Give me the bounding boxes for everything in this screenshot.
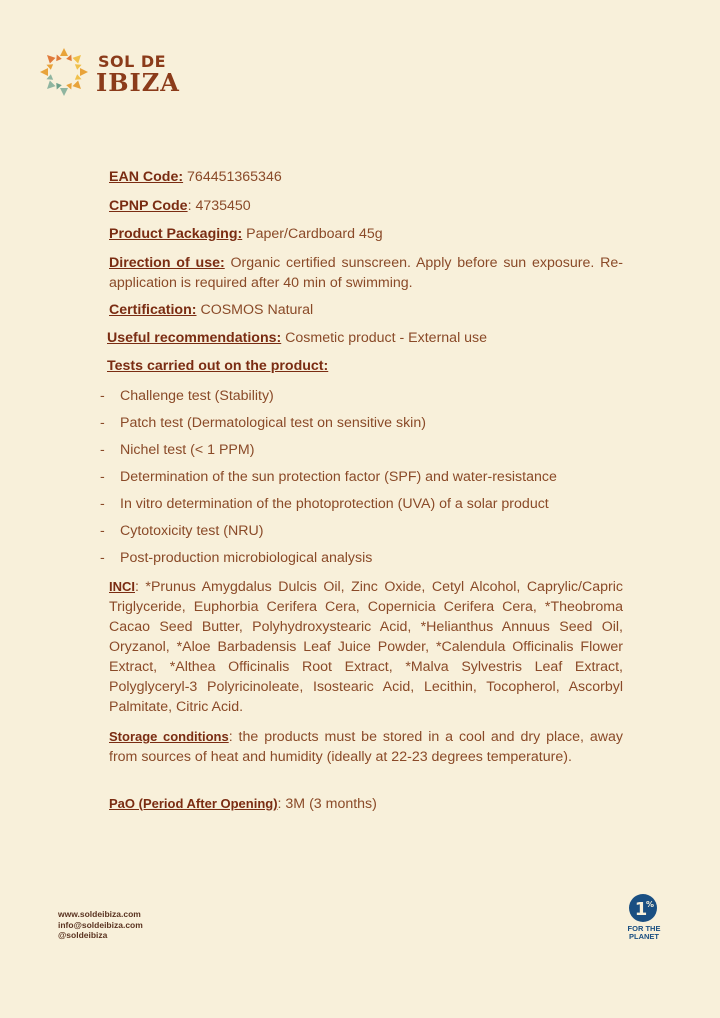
cpnp-label: CPNP Code — [109, 198, 188, 214]
bullet-dash: - — [100, 496, 105, 512]
tests-heading-row — [107, 357, 328, 377]
bullet-dash: - — [100, 550, 105, 566]
certification-value: COSMOS Natural — [196, 302, 314, 318]
storage-label: Storage conditions — [109, 729, 229, 744]
recommendations-value: Cosmetic product - External use — [281, 330, 488, 346]
test-item-label: Determination of the sun protection factor (SPF) and water-resistance — [120, 469, 557, 485]
tests-heading: Tests carried out on the product: — [107, 358, 329, 374]
test-item — [100, 550, 372, 566]
ean-label: EAN Code: — [109, 169, 184, 185]
test-item-label: Cytotoxicity test (NRU) — [120, 523, 264, 539]
cpnp-row — [109, 197, 251, 217]
test-item-label: In vitro determination of the photoprotection (UVA) of a solar product — [120, 496, 549, 512]
website-link[interactable]: www.soldeibiza.com — [58, 909, 141, 919]
test-item — [100, 388, 274, 404]
test-item-label: Post-production microbiological analysis — [120, 550, 373, 566]
bullet-dash: - — [100, 523, 105, 539]
badge-line1: FOR THE — [627, 924, 661, 933]
direction-value: Organic certified sunscreen. Apply before sun exposure. Re-application is required after 40 min of swimming. — [109, 255, 624, 291]
direction-row — [109, 254, 623, 293]
social-handle[interactable]: @soldeibiza — [58, 930, 108, 940]
pao-label: PaO (Period After Opening) — [109, 796, 278, 811]
bullet-dash: - — [100, 415, 105, 431]
brand-name-line2: IBIZA — [96, 68, 180, 97]
ean-value: 764451365346 — [183, 169, 282, 185]
sun-icon — [38, 46, 90, 98]
storage-value: : the products must be stored in a cool and dry place, away from sources of heat and humidity (ideally at 22-23 degrees temperature). — [109, 729, 623, 765]
brand-name-line1: SOL DE — [98, 52, 167, 71]
one-percent-icon — [622, 893, 666, 925]
direction-label: Direction of use: — [109, 255, 225, 271]
bullet-dash: - — [100, 388, 105, 404]
footer-contacts — [58, 909, 143, 941]
test-item — [100, 523, 263, 539]
bullet-dash: - — [100, 442, 105, 458]
recommendations-row — [107, 329, 487, 349]
test-item — [100, 469, 557, 485]
packaging-label: Product Packaging: — [109, 226, 243, 242]
badge-text — [622, 925, 666, 940]
test-item-label: Patch test (Dermatological test on sensitive skin) — [120, 415, 426, 431]
ean-row — [109, 168, 282, 188]
packaging-row — [109, 225, 383, 245]
test-item — [100, 442, 254, 458]
pao-section — [109, 794, 377, 815]
email-link[interactable]: info@soldeibiza.com — [58, 919, 143, 930]
test-item — [100, 496, 549, 512]
cpnp-value: : 4735450 — [187, 198, 251, 214]
badge-percent: % — [645, 900, 655, 909]
pao-value: : 3M (3 months) — [277, 796, 377, 812]
brand-logo — [38, 46, 178, 100]
certification-label: Certification: — [109, 302, 197, 318]
test-item-label: Nichel test (< 1 PPM) — [120, 442, 255, 458]
test-item — [100, 415, 426, 431]
storage-section — [109, 727, 623, 767]
inci-section — [109, 577, 623, 717]
inci-label: INCI — [109, 579, 135, 594]
packaging-value: Paper/Cardboard 45g — [242, 226, 383, 242]
badge-number: 1 — [634, 899, 648, 920]
one-percent-for-the-planet-badge — [622, 893, 666, 941]
badge-line2: PLANET — [629, 931, 659, 941]
inci-value: : *Prunus Amygdalus Dulcis Oil, Zinc Oxide, Cetyl Alcohol, Caprylic/Capric Triglyceride, Euphorbia Cerifera Cera, Copernicia Cerifera Cera, *Theobroma Cacao Seed Butter, Polyhydroxystearic Acid, *Helianthus Annuus Seed Oil, Oryzanol, *Aloe Barbadensis Leaf Juice Powder, *Calendula Officinalis Flower Extract, *Althea Officinalis Root Extract, *Malva Sylvestris Leaf Extract, Polyglyceryl-3 Polyricinoleate, Isostearic Acid, Lecithin, Tocopherol, Ascorbyl Palmitate, Citric Acid. — [109, 579, 623, 715]
bullet-dash: - — [100, 469, 105, 485]
certification-row — [109, 301, 313, 321]
test-item-label: Challenge test (Stability) — [120, 388, 274, 404]
recommendations-label: Useful recommendations: — [107, 330, 282, 346]
